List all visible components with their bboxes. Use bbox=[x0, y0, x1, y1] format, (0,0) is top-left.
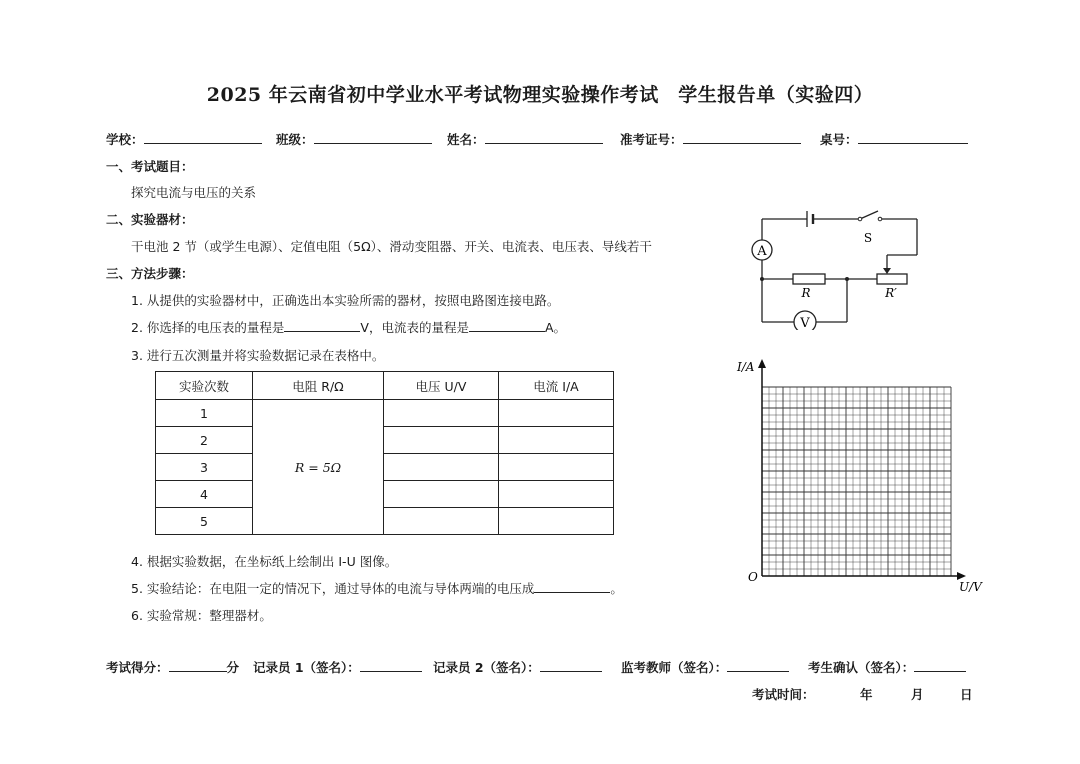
voltage-cell[interactable] bbox=[384, 427, 499, 454]
voltage-cell[interactable] bbox=[384, 481, 499, 508]
class-label: 班级： bbox=[276, 132, 314, 147]
proctor-label: 监考教师（签名）： bbox=[621, 660, 728, 675]
resistor-r bbox=[793, 274, 825, 284]
steps-heading: 三、方法步骤： bbox=[106, 266, 194, 281]
month-label: 月 bbox=[911, 687, 924, 702]
ammeter-range-blank[interactable] bbox=[469, 319, 545, 332]
voltage-cell[interactable] bbox=[384, 508, 499, 535]
proctor-field bbox=[621, 658, 789, 676]
name-blank[interactable] bbox=[485, 131, 603, 144]
score-blank[interactable] bbox=[169, 659, 227, 672]
voltmeter-label: V bbox=[800, 316, 810, 330]
exam-no-field bbox=[620, 130, 801, 148]
current-cell[interactable] bbox=[499, 508, 614, 535]
voltmeter-range-blank[interactable] bbox=[284, 319, 360, 332]
header-voltage: 电压 U/V bbox=[384, 372, 499, 400]
exam-no-label: 准考证号： bbox=[620, 132, 683, 147]
day-label: 日 bbox=[960, 687, 973, 702]
slider-arrow-icon bbox=[883, 268, 891, 274]
table-row bbox=[156, 400, 614, 427]
recorder1-label: 记录员 1（签名）： bbox=[253, 660, 360, 675]
recorder2-label: 记录员 2（签名）： bbox=[433, 660, 540, 675]
recorder1-blank[interactable] bbox=[360, 659, 422, 672]
class-field bbox=[276, 130, 432, 148]
rheostat bbox=[877, 274, 907, 284]
score-field bbox=[106, 658, 239, 676]
table-row bbox=[156, 508, 614, 535]
step-2-text-c: A。 bbox=[544, 320, 567, 335]
trial-number: 3 bbox=[156, 454, 253, 481]
header-resistance: 电阻 R/Ω bbox=[253, 372, 384, 400]
resistance-value: R = 5Ω bbox=[294, 459, 342, 475]
recorder1-field bbox=[253, 658, 422, 676]
recorder2-blank[interactable] bbox=[540, 659, 602, 672]
class-blank[interactable] bbox=[314, 131, 432, 144]
recorder2-field bbox=[433, 658, 602, 676]
conclusion-blank[interactable] bbox=[534, 580, 610, 593]
current-cell[interactable] bbox=[499, 481, 614, 508]
step-1: 1. 从提供的实验器材中，正确选出本实验所需的器材，按照电路图连接电路。 bbox=[131, 293, 560, 308]
step-2-text-b: V，电流表的量程是 bbox=[360, 320, 469, 335]
table-header-row bbox=[156, 372, 614, 400]
examinee-field bbox=[808, 658, 966, 676]
examinee-blank[interactable] bbox=[914, 659, 966, 672]
name-field bbox=[447, 130, 603, 148]
switch-contact bbox=[878, 217, 882, 221]
current-cell[interactable] bbox=[499, 427, 614, 454]
proctor-blank[interactable] bbox=[727, 659, 789, 672]
switch-blade bbox=[860, 211, 878, 219]
voltage-cell[interactable] bbox=[384, 454, 499, 481]
y-axis-label: I/A bbox=[737, 360, 755, 374]
step-3: 3. 进行五次测量并将实验数据记录在表格中。 bbox=[131, 348, 385, 363]
header-trial: 实验次数 bbox=[156, 372, 253, 400]
school-blank[interactable] bbox=[144, 131, 262, 144]
switch-contact bbox=[858, 217, 862, 221]
name-label: 姓名： bbox=[447, 132, 485, 147]
school-field bbox=[106, 130, 262, 148]
examinee-label: 考生确认（签名）： bbox=[808, 660, 915, 675]
trial-number: 1 bbox=[156, 400, 253, 427]
header-current: 电流 I/A bbox=[499, 372, 614, 400]
year-label: 年 bbox=[860, 687, 873, 702]
junction-dot bbox=[845, 277, 849, 281]
voltage-cell[interactable] bbox=[384, 400, 499, 427]
x-axis-label: U/V bbox=[959, 580, 982, 594]
step-5 bbox=[131, 579, 623, 597]
graph-paper bbox=[735, 355, 985, 595]
ammeter-label: A bbox=[757, 244, 767, 259]
x-axis-arrow-icon bbox=[957, 572, 966, 580]
switch-label: S bbox=[863, 231, 873, 245]
trial-number: 2 bbox=[156, 427, 253, 454]
rheostat-label: R′ bbox=[885, 286, 897, 300]
table-row bbox=[156, 481, 614, 508]
junction-dot bbox=[760, 277, 764, 281]
current-cell[interactable] bbox=[499, 454, 614, 481]
step-2-text-a: 2. 你选择的电压表的量程是 bbox=[131, 320, 285, 335]
exam-no-blank[interactable] bbox=[683, 131, 801, 144]
materials-text: 干电池 2 节（或学生电源）、定值电阻（5Ω）、滑动变阻器、开关、电流表、电压表、导线若干 bbox=[131, 239, 652, 254]
table-row bbox=[156, 427, 614, 454]
current-cell[interactable] bbox=[499, 400, 614, 427]
school-label: 学校： bbox=[106, 132, 144, 147]
table-row bbox=[156, 454, 614, 481]
trial-number: 5 bbox=[156, 508, 253, 535]
y-axis-arrow-icon bbox=[758, 359, 766, 368]
step-5-text-b: 。 bbox=[610, 581, 623, 596]
topic-text: 探究电流与电压的关系 bbox=[131, 185, 257, 200]
topic-heading: 一、考试题目： bbox=[106, 159, 194, 174]
grid-lines bbox=[762, 387, 951, 576]
score-unit: 分 bbox=[226, 660, 240, 675]
step-6: 6. 实验常规：整理器材。 bbox=[131, 608, 272, 623]
step-5-text-a: 5. 实验结论：在电阻一定的情况下，通过导体的电流与导体两端的电压成 bbox=[131, 581, 535, 596]
step-4: 4. 根据实验数据，在坐标纸上绘制出 I-U 图像。 bbox=[131, 554, 398, 569]
page-title: 2025 年云南省初中学业水平考试物理实验操作考试 学生报告单（实验四） bbox=[206, 84, 874, 106]
origin-label: O bbox=[748, 570, 758, 584]
desk-no-blank[interactable] bbox=[858, 131, 968, 144]
exam-time-label: 考试时间： bbox=[752, 687, 815, 702]
step-2 bbox=[131, 318, 566, 336]
desk-no-field bbox=[820, 130, 968, 148]
circuit-diagram bbox=[745, 205, 930, 330]
trial-number: 4 bbox=[156, 481, 253, 508]
data-table bbox=[155, 371, 614, 535]
resistor-label: R bbox=[801, 286, 811, 300]
score-label: 考试得分： bbox=[106, 660, 169, 675]
materials-heading: 二、实验器材： bbox=[106, 212, 194, 227]
resistance-cell bbox=[253, 400, 384, 535]
desk-no-label: 桌号： bbox=[820, 132, 858, 147]
